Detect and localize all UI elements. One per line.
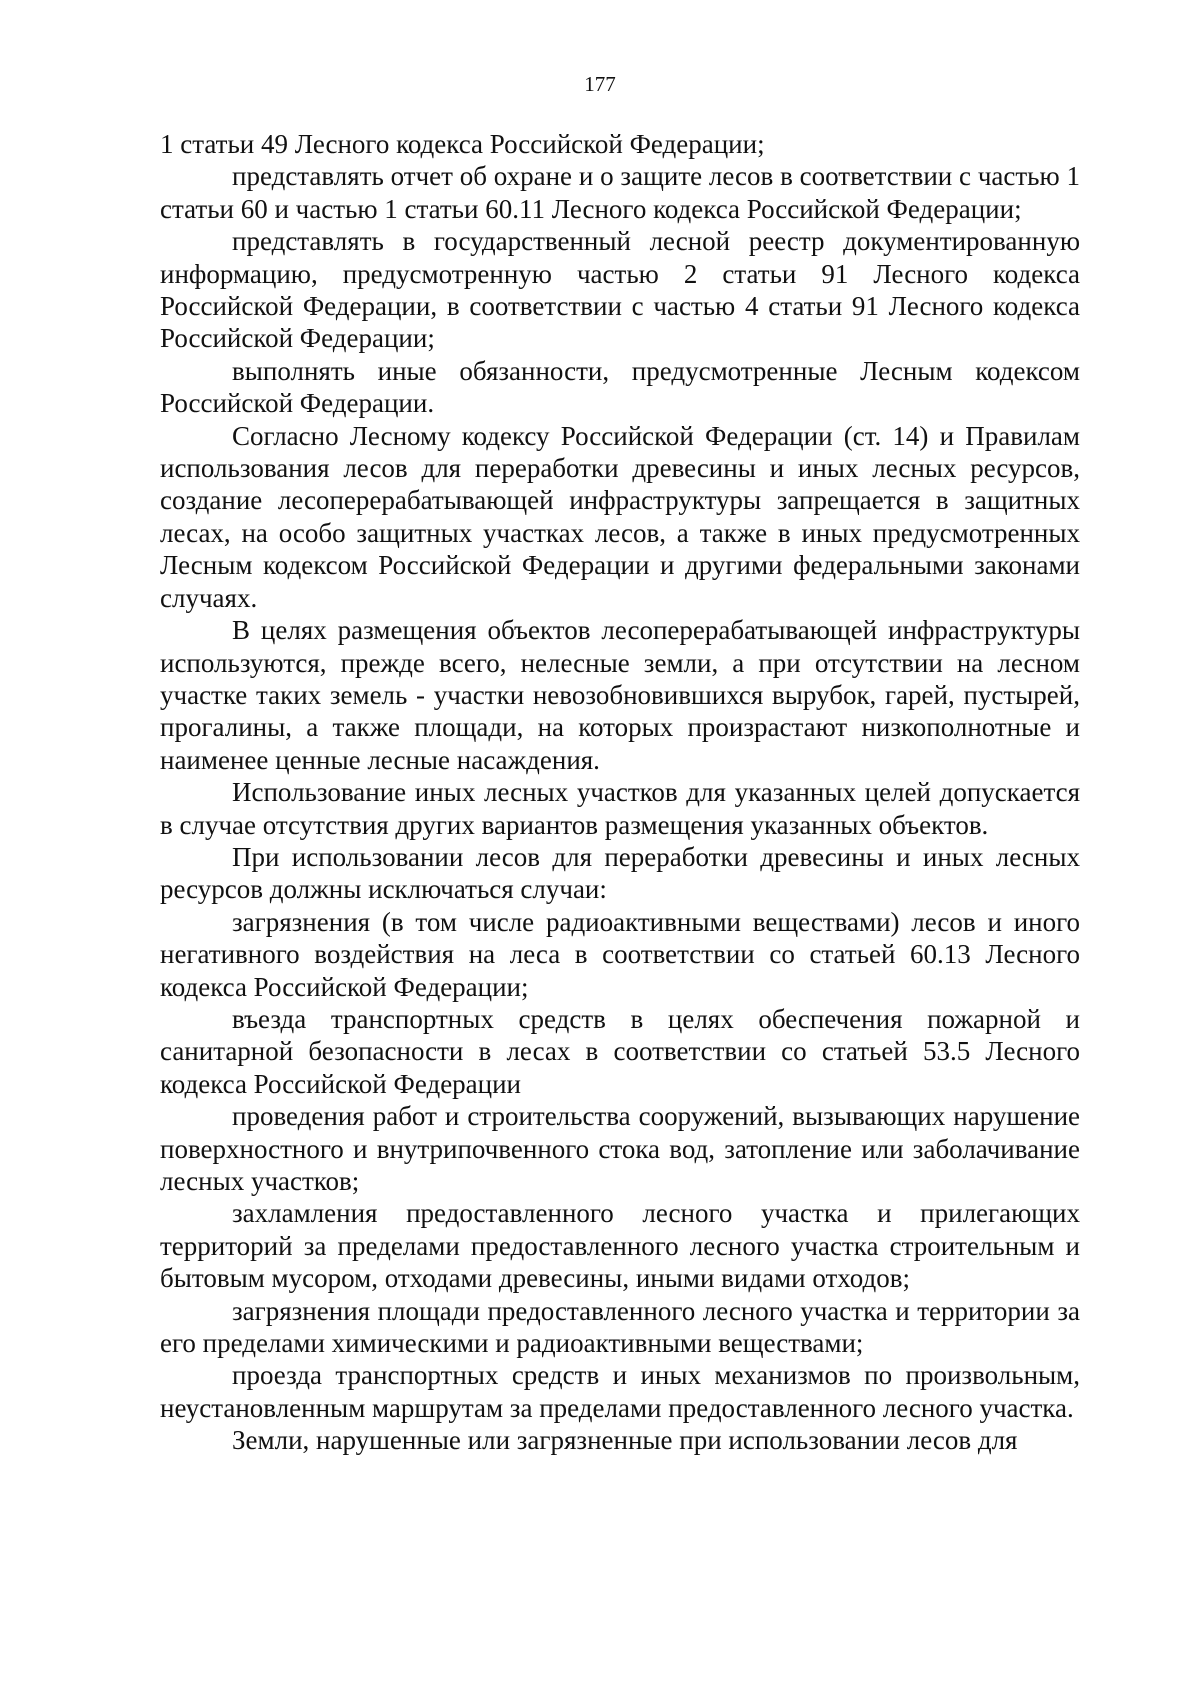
page-number: 177 xyxy=(584,72,616,96)
paragraph-vehicle-entry: въезда транспортных средств в целях обеспечения пожарной и санитарной безопасности в лесах в соответствии со статьей 53.5 Лесного кодекса Российской Федерации xyxy=(160,1003,1080,1099)
paragraph-littering: захламления предоставленного лесного участка и прилегающих территорий за пределами предоставленного лесного участка строительным и бытовым мусором, отходами древесины, иными видами отходов; xyxy=(160,1198,1080,1294)
paragraph-other-plots-usage: Использование иных лесных участков для указанных целей допускается в случае отсутствия других вариантов размещения указанных объектов. xyxy=(160,777,1080,840)
paragraph-vehicle-routes: проезда транспортных средств и иных механизмов по произвольным, неустановленным маршрутам за пределами предоставленного лесного участка. xyxy=(160,1360,1080,1423)
paragraph-continuation: 1 статьи 49 Лесного кодекса Российской Федерации; xyxy=(160,129,765,159)
paragraph-placement-lands: В целях размещения объектов лесоперерабатывающей инфраструктуры используются, прежде всего, нелесные земли, а при отсутствии на лесном участке таких земель - участки невозобновившихся вырубок, гарей, пустырей, прогалины, а также площади, на которых произрастают низкополнотные и наименее ценные лесные насаждения. xyxy=(160,615,1080,775)
paragraph-pollution: загрязнения (в том числе радиоактивными веществами) лесов и иного негативного воздействия на леса в соответствии со статьей 60.13 Лесного кодекса Российской Федерации; xyxy=(160,906,1080,1002)
paragraph-water-runoff: проведения работ и строительства сооружений, вызывающих нарушение поверхностного и внутрипочвенного стока вод, затопление или заболачивание лесных участков; xyxy=(160,1101,1080,1196)
paragraph-forest-protection-report: представлять отчет об охране и о защите лесов в соответствии с частью 1 статьи 60 и частью 1 статьи 60.11 Лесного кодекса Российской Федерации; xyxy=(160,161,1080,224)
paragraph-other-duties: выполнять иные обязанности, предусмотренные Лесным кодексом Российской Федерации. xyxy=(160,355,1080,419)
paragraph-infrastructure-restriction: Согласно Лесному кодексу Российской Федерации (ст. 14) и Правилам использования лесов для переработки древесины и иных лесных ресурсов, создание лесоперерабатывающей инфраструктуры запрещается в защитных лесах, на особо защитных участках лесов, а также в иных предусмотренных Лесным кодексом Российской Федерации и другими федеральными законами случаях. xyxy=(160,420,1080,613)
document-body xyxy=(160,128,1080,1457)
paragraph-chemical-pollution: загрязнения площади предоставленного лесного участка и территории за его пределами химическими и радиоактивными веществами; xyxy=(160,1295,1080,1359)
paragraph-forest-registry: представлять в государственный лесной реестр документированную информацию, предусмотренную частью 2 статьи 91 Лесного кодекса Российской Федерации, в соответствии с частью 4 статьи 91 Лесного кодекса Российской Федерации; xyxy=(160,226,1080,354)
paragraph-excluded-cases-intro: При использовании лесов для переработки древесины и иных лесных ресурсов должны исключаться случаи: xyxy=(160,841,1080,905)
paragraph-disturbed-lands: Земли, нарушенные или загрязненные при использовании лесов для xyxy=(232,1425,1018,1456)
